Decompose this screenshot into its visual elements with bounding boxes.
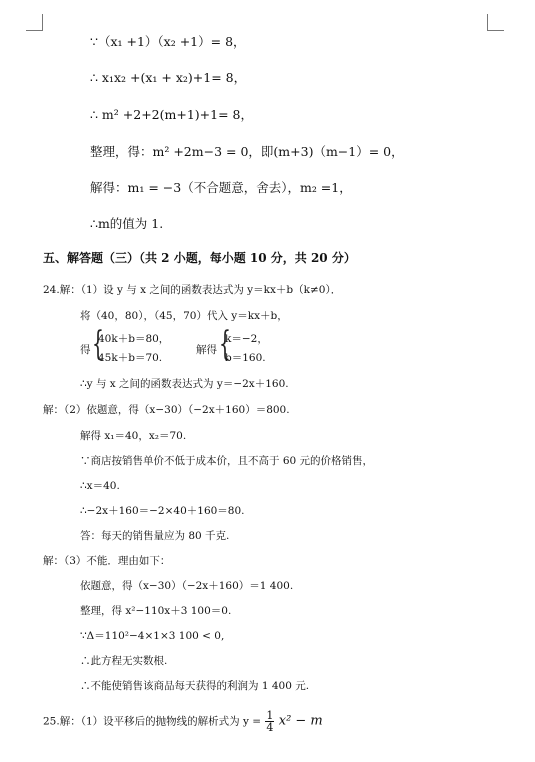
right-brace-icon: { — [219, 324, 231, 364]
q25-expression-tail: x² − m — [278, 713, 323, 729]
step-solve: 解得：m₁ = −3（不合题意，舍去），m₂ =1， — [90, 180, 352, 195]
section-heading: 五、解答题（三）（共 2 小题，每小题 10 分，共 20 分） — [43, 251, 356, 265]
fraction-numerator: 1 — [266, 709, 274, 722]
q24-part2-intro: 解：（2）依题意，得（x−30）（−2x＋160）＝800. — [43, 404, 290, 416]
q24-part2-condition: ∵商店按销售单价不低于成本价，且不高于 60 元的价格销售， — [80, 455, 374, 467]
q24-part3-discriminant: ∵Δ＝110²−4×1×3 100 < 0, — [80, 630, 225, 642]
q24-part2-x: ∴x＝40. — [80, 480, 120, 492]
step-given: ∵（x₁ +1）（x₂ +1）= 8， — [90, 34, 246, 49]
crop-mark-top-left — [26, 14, 43, 31]
q24-part2-answer: 答：每天的销售量应为 80 千克. — [80, 530, 230, 542]
q24-part3-simplify: 整理，得 x²−110x＋3 100＝0. — [80, 605, 232, 617]
step-answer: ∴m的值为 1. — [90, 216, 164, 231]
system-label-right: 解得 — [196, 344, 217, 356]
fraction-denominator: 4 — [266, 721, 274, 734]
q24-conclusion: ∴y 与 x 之间的函数表达式为 y＝−2x＋160. — [80, 378, 289, 390]
fraction — [265, 710, 274, 733]
step-expand: ∴ x₁x₂ +(x₁ + x₂)+1= 8， — [90, 70, 247, 85]
q24-part3-intro: 解：（3）不能．理由如下： — [43, 555, 171, 567]
q25-intro-text: 25.解：（1）设平移后的抛物线的解析式为 y = — [43, 715, 262, 728]
system-right-eq2: b＝160. — [225, 352, 266, 364]
system-left-eq1: 40k＋b＝80， — [98, 333, 170, 345]
q24-substitute: 将（40，80），（45，70）代入 y＝kx＋b， — [80, 310, 288, 322]
crop-mark-top-right — [487, 14, 504, 31]
q25-intro — [43, 710, 323, 733]
system-left-eq2: 45k＋b＝70. — [98, 352, 163, 364]
q24-intro: 24.解：（1）设 y 与 x 之间的函数表达式为 y＝kx＋b（k≠0）． — [43, 284, 342, 296]
q24-part2-calc: ∴−2x＋160＝−2×40＋160＝80. — [80, 505, 245, 517]
step-substitute: ∴ m² +2+2(m+1)+1= 8， — [90, 107, 253, 122]
q24-part3-equation: 依题意，得（x−30）（−2x＋160）＝1 400. — [80, 580, 294, 592]
system-label-left: 得 — [80, 344, 91, 356]
step-simplify: 整理，得：m² +2m−3 = 0，即(m+3)（m−1）= 0， — [90, 144, 404, 159]
q24-part3-no-root: ∴此方程无实数根. — [80, 655, 168, 667]
system-right-eq1: k＝−2， — [225, 333, 268, 345]
q24-part2-roots: 解得 x₁＝40，x₂＝70. — [80, 430, 187, 442]
q24-part3-conclusion: ∴不能使销售该商品每天获得的利润为 1 400 元. — [80, 680, 310, 692]
left-brace-icon: { — [92, 324, 104, 364]
